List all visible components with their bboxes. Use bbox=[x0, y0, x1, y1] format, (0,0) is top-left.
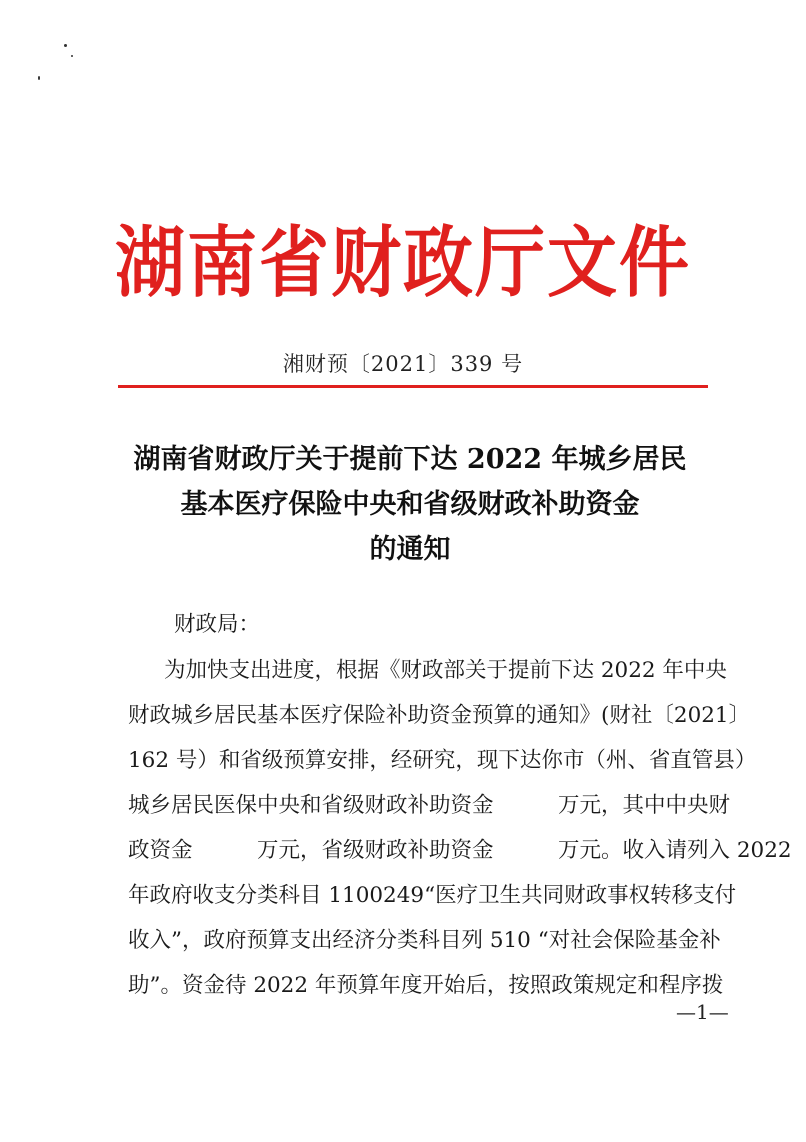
body-line: 年政府收支分类科目 1100249“医疗卫生共同财政事权转移支付 bbox=[128, 883, 737, 908]
red-divider-line bbox=[118, 385, 708, 388]
notice-title-line: 湖南省财政厅关于提前下达 2022 年城乡居民 bbox=[133, 444, 687, 475]
scan-speck bbox=[71, 55, 73, 57]
notice-title-line: 的通知 bbox=[369, 534, 451, 565]
agency-header-title: 湖南省财政厅文件 bbox=[115, 216, 691, 309]
document-number: 湘财预〔2021〕339 号 bbox=[282, 352, 524, 376]
body-line: 政资金 万元，省级财政补助资金 万元。收入请列入 2022 bbox=[128, 838, 792, 863]
body-line: 为加快支出进度，根据《财政部关于提前下达 2022 年中央 bbox=[164, 658, 727, 683]
body-line: 收入”，政府预算支出经济分类科目列 510 “对社会保险基金补 bbox=[128, 928, 721, 953]
scan-speck bbox=[38, 76, 40, 80]
notice-title bbox=[110, 437, 710, 572]
notice-title-line: 基本医疗保险中央和省级财政补助资金 bbox=[180, 489, 640, 520]
scan-speck bbox=[64, 44, 67, 47]
body-line: 城乡居民医保中央和省级财政补助资金 万元，其中中央财 bbox=[128, 793, 731, 818]
body-line: 助”。资金待 2022 年预算年度开始后，按照政策规定和程序拨 bbox=[128, 973, 724, 998]
page-number: —1— bbox=[676, 1000, 729, 1024]
body-line: 162 号）和省级预算安排，经研究，现下达你市（州、省直管县） bbox=[128, 748, 757, 773]
body-line: 财政城乡居民基本医疗保险补助资金预算的通知》(财社〔2021〕 bbox=[128, 703, 751, 728]
addressee: 财政局： bbox=[174, 612, 261, 637]
